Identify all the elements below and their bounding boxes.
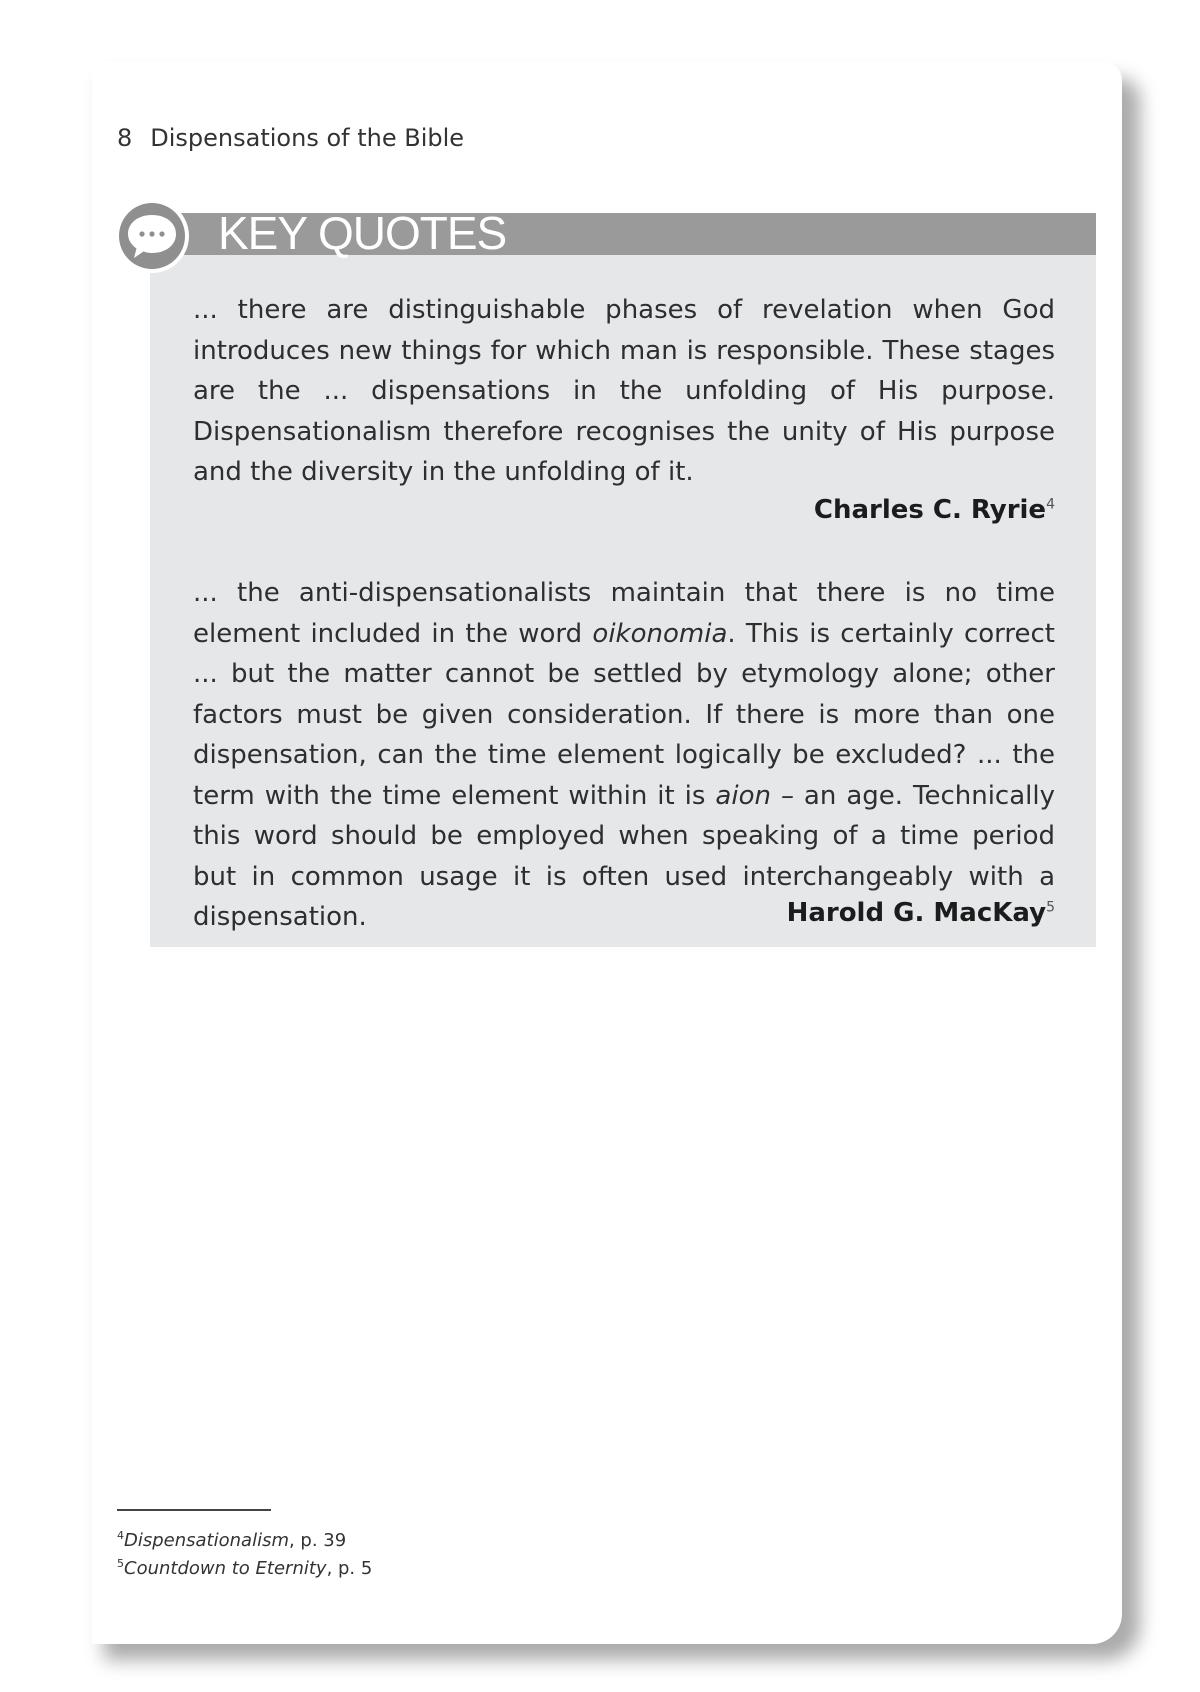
quote-author-ryrie: [814, 495, 1055, 525]
running-header: [117, 124, 464, 152]
footnote-marker: 4: [117, 1529, 124, 1542]
quote-text: ... the anti-dispensationalists maintain that there is no time element included in the word: [193, 578, 1055, 649]
quote-text: . This is certainly correct ... but the matter cannot be settled by etymology alone; other factors must be given consideration. If there is more than one dispensation, can the time element logically be excluded? ... the term with the time element within it is: [193, 618, 1055, 811]
quote-text: – an age. Technically this word should be employed when speaking of a time period but in common usage it is often used interchangeably with a dispensation.: [193, 780, 1055, 932]
author-name: Harold G. MacKay: [786, 898, 1047, 928]
quote-ryrie: [193, 290, 1055, 493]
footnote-4: [117, 1529, 346, 1551]
footnote-detail: , p. 5: [326, 1558, 373, 1579]
quote-term-oikonomia: oikonomia: [592, 618, 728, 649]
footnote-marker: 5: [117, 1557, 124, 1570]
quote-mackay: [193, 573, 1055, 938]
quote-term-aion: aion: [715, 780, 771, 811]
page-number: 8: [117, 124, 133, 152]
author-name: Charles C. Ryrie: [813, 495, 1047, 525]
footnote-ref: 5: [1046, 899, 1055, 916]
footnote-ref: 4: [1046, 496, 1055, 513]
speech-bubble-icon: [114, 198, 190, 274]
footnote-title: Dispensationalism: [124, 1530, 289, 1551]
footnote-title: Countdown to Eternity: [124, 1558, 327, 1579]
running-title: Dispensations of the Bible: [150, 124, 465, 152]
footnote-5: [117, 1557, 372, 1579]
section-title: KEY QUOTES: [218, 207, 507, 259]
footnote-divider: [117, 1509, 271, 1511]
quote-author-mackay: [787, 898, 1055, 928]
quote-text: ... there are distinguishable phases of revelation when God introduces new things for which man is responsible. These stages are the ... dispensations in the unfolding of His purpose. Dispensationalism therefore recognises the unity of His purpose and the diversity in the unfolding of it.: [193, 295, 1055, 487]
footnote-detail: , p. 39: [288, 1530, 347, 1551]
